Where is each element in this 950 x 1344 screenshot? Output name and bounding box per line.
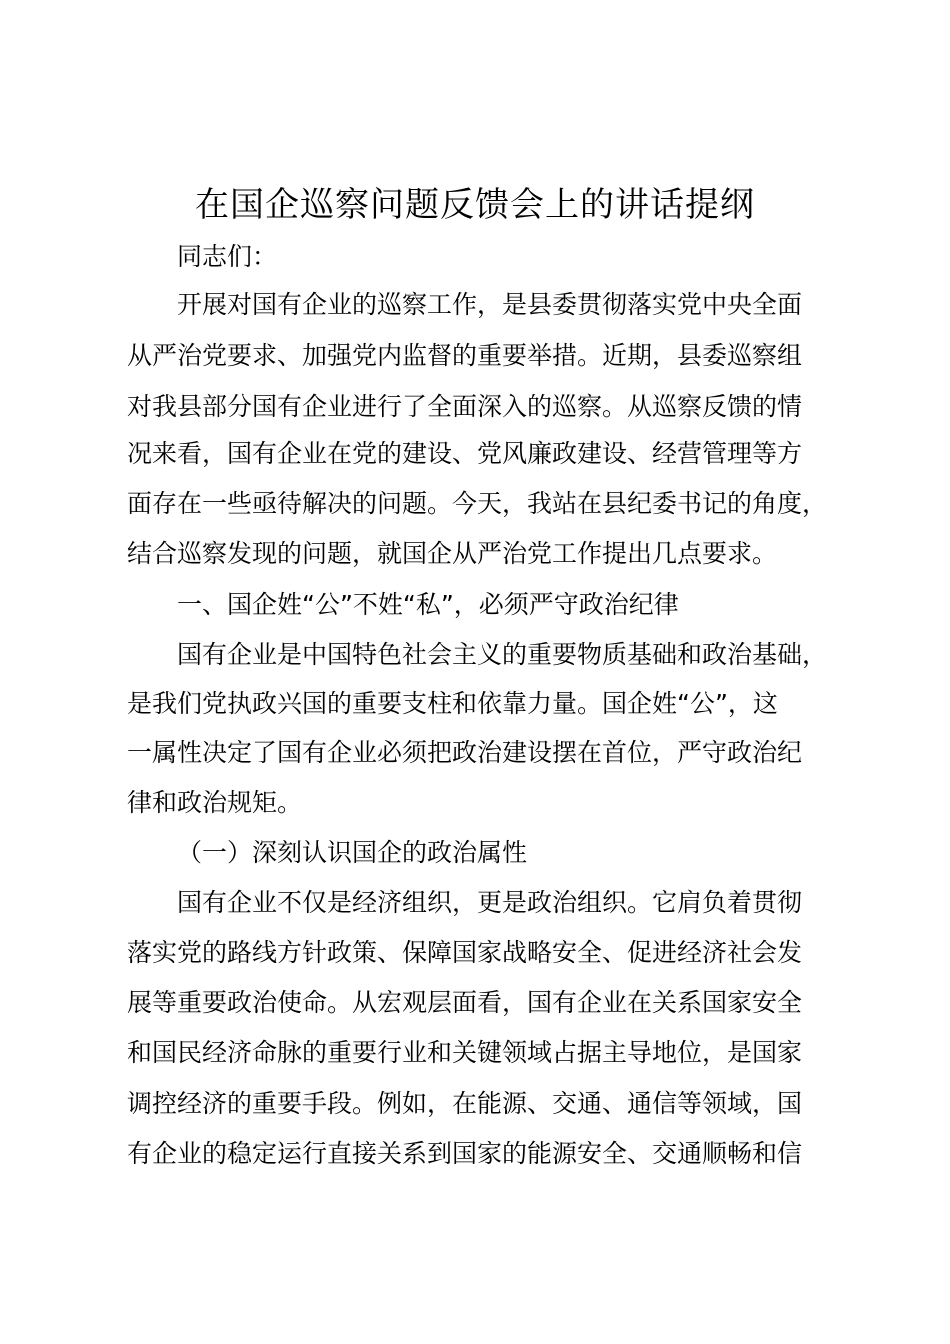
paragraph-line: 开展对国有企业的巡察工作，是县委贯彻落实党中央全面 [177, 290, 803, 319]
paragraph-line: 调控经济的重要手段。例如，在能源、交通、通信等领域，国 [127, 1089, 803, 1118]
paragraph-line: 展等重要政治使命。从宏观层面看，国有企业在关系国家安全 [127, 988, 803, 1017]
paragraph-line: 落实党的路线方针政策、保障国家战略安全、促进经济社会发 [127, 938, 803, 967]
paragraph-line: 国有企业不仅是经济组织，更是政治组织。它肩负着贯彻 [177, 888, 803, 917]
paragraph-line: 况来看，国有企业在党的建设、党风廉政建设、经营管理等方 [127, 439, 803, 468]
paragraph-line: 结合巡察发现的问题，就国企从严治党工作提出几点要求。 [127, 539, 778, 568]
paragraph-line: 面存在一些亟待解决的问题。今天，我站在县纪委书记的角度， [127, 489, 828, 518]
paragraph-line: 是我们党执政兴国的重要支柱和依靠力量。国企姓“公”，这 [127, 689, 778, 718]
salutation: 同志们： [177, 242, 278, 271]
subsection-heading: （一）深刻认识国企的政治属性 [177, 838, 528, 867]
paragraph-line: 律和政治规矩。 [127, 788, 303, 817]
paragraph-line: 国有企业是中国特色社会主义的重要物质基础和政治基础， [177, 640, 828, 669]
document-title: 在国企巡察问题反馈会上的讲话提纲 [195, 185, 755, 225]
paragraph-line: 从严治党要求、加强党内监督的重要举措。近期，县委巡察组 [127, 341, 803, 370]
paragraph-line: 一属性决定了国有企业必须把政治建设摆在首位，严守政治纪 [127, 738, 803, 767]
paragraph-line: 有企业的稳定运行直接关系到国家的能源安全、交通顺畅和信 [127, 1139, 803, 1168]
paragraph-line: 对我县部分国有企业进行了全面深入的巡察。从巡察反馈的情 [127, 392, 803, 421]
paragraph-line: 和国民经济命脉的重要行业和关键领域占据主导地位，是国家 [127, 1038, 803, 1067]
section-heading: 一、国企姓“公”不姓“私”，必须严守政治纪律 [177, 590, 679, 619]
